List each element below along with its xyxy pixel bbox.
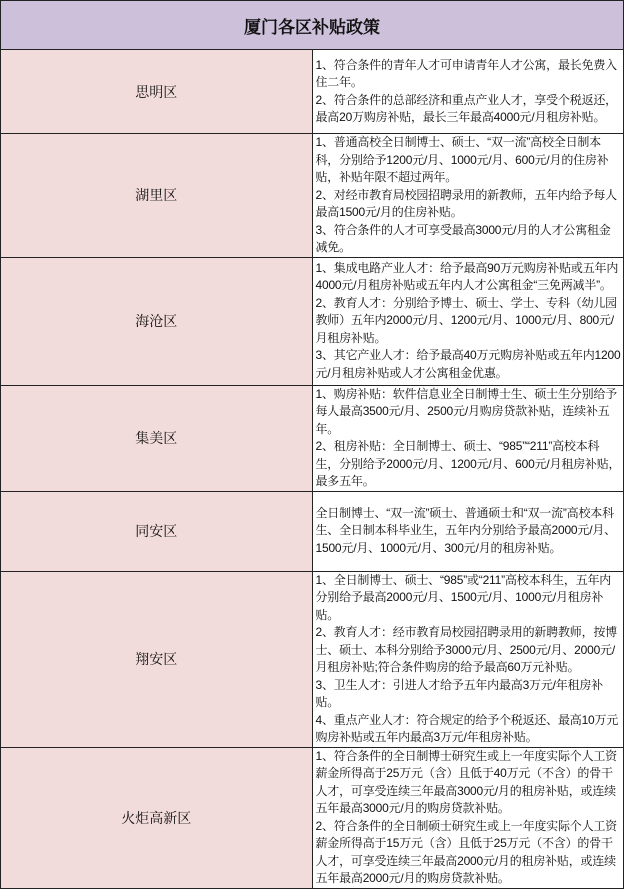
- policy-item: 1、符合条件的青年人才可申请青年人才公寓，最长免费入住二年。: [315, 57, 617, 89]
- district-name: 火炬高新区: [1, 747, 313, 888]
- policy-item: 2、符合条件的全日制硕士研究生或上一年度实际个人工资薪金所得高于15万元（含）且低于25万元（不含）的骨干人才，可享受连续三年最高2000元/月的租房补贴，或连续五年最高2000元/月的购房贷款补贴。: [315, 818, 617, 885]
- table-title: 厦门各区补贴政策: [1, 1, 624, 50]
- policy-item: 2、租房补贴：全日制博士、硕士、“985”“211”高校本科生，分别给予2000元/月、1200元/月、600元/月租房补贴，最多五年。: [315, 439, 621, 488]
- policy-item: 2、教育人才：分别给予博士、硕士、学士、专科（幼儿园教师）五年内2000元/月、1200元/月、1000元/月、800元/月租房补贴。: [315, 295, 617, 345]
- policy-item: 2、对经市教育局校园招聘录用的新教师，五年内给予每人最高1500元/月的住房补贴。: [315, 187, 617, 219]
- policy-item: 4、重点产业人才：符合规定的给予个税返还、最高10万元购房补贴或五年内最高3万元/年租房补贴。: [315, 712, 619, 744]
- table-row: [1, 50, 624, 134]
- policy-item: 1、集成电路产业人才：给予最高90万元购房补贴或五年内4000元/月租房补贴或五年内人才公寓租金“三免两减半”。: [315, 260, 619, 293]
- policy-item: 1、普通高校全日制博士、硕士、“双一流”高校全日制本科，分别给予1200元/月、1000元/月、600元/月的住房补贴，补贴年限不超过两年。: [315, 135, 609, 184]
- policy-cell: [312, 747, 624, 888]
- policy-item: 1、符合条件的全日制博士研究生或上一年度实际个人工资薪金所得高于25万元（含）且低于40万元（不含）的骨干人才，可享受连续三年最高3000元/月的租房补贴，或连续五年最高3000元/月的购房贷款补贴。: [315, 748, 617, 815]
- table-row: [1, 134, 624, 258]
- policy-cell: [312, 134, 624, 258]
- policy-cell: [312, 571, 624, 747]
- district-name: 集美区: [1, 385, 313, 491]
- policy-cell: [312, 257, 624, 385]
- district-name: 思明区: [1, 50, 313, 134]
- policy-item: 3、符合条件的人才可享受最高3000元/月的人才公寓租金减免。: [315, 222, 611, 254]
- district-name: 同安区: [1, 491, 313, 571]
- table-row: [1, 571, 624, 747]
- policy-cell: [312, 50, 624, 134]
- policy-cell: [312, 491, 624, 571]
- table-row: [1, 491, 624, 571]
- policy-item: 3、其它产业人才：给予最高40万元购房补贴或五年内1200元/月租房补贴或人才公寓租金优惠。: [315, 348, 621, 380]
- policy-item: 1、购房补贴：软件信息业全日制博士生、硕士生分别给予每人最高3500元/月、2500元/月购房贷款补贴，连续补五年。: [315, 386, 617, 436]
- district-name: 湖里区: [1, 134, 313, 258]
- table-row: [1, 747, 624, 888]
- district-name: 海沧区: [1, 257, 313, 385]
- policy-item: 2、符合条件的总部经济和重点产业人才，享受个税返还，最高20万购房补贴，最长三年最高4000元/月租房补贴。: [315, 92, 617, 124]
- policy-item: 全日制博士、“双一流”硕士、普通硕士和“双一流”高校本科生、全日制本科毕业生，五年内分别给予最高2000元/月、1500元/月、1000元/月、300元/月的租房补贴。: [315, 505, 616, 555]
- policy-item: 1、全日制博士、硕士、“985”或“211”高校本科生，五年内分别给予最高2000元/月、1500元/月、1000元/月租房补贴。: [315, 572, 612, 622]
- policy-cell: [312, 385, 624, 491]
- district-name: 翔安区: [1, 571, 313, 747]
- policy-item: 2、教育人才：经市教育局校园招聘录用的新聘教师，按博士、硕士、本科分别给予3000元/月、2500元/月、2000元/月租房补贴;符合条件购房的给予最高60万元补贴。: [315, 625, 617, 674]
- policy-item: 3、卫生人才：引进人才给予五年内最高3万元/年租房补贴。: [315, 677, 603, 709]
- table-row: [1, 257, 624, 385]
- table-row: [1, 385, 624, 491]
